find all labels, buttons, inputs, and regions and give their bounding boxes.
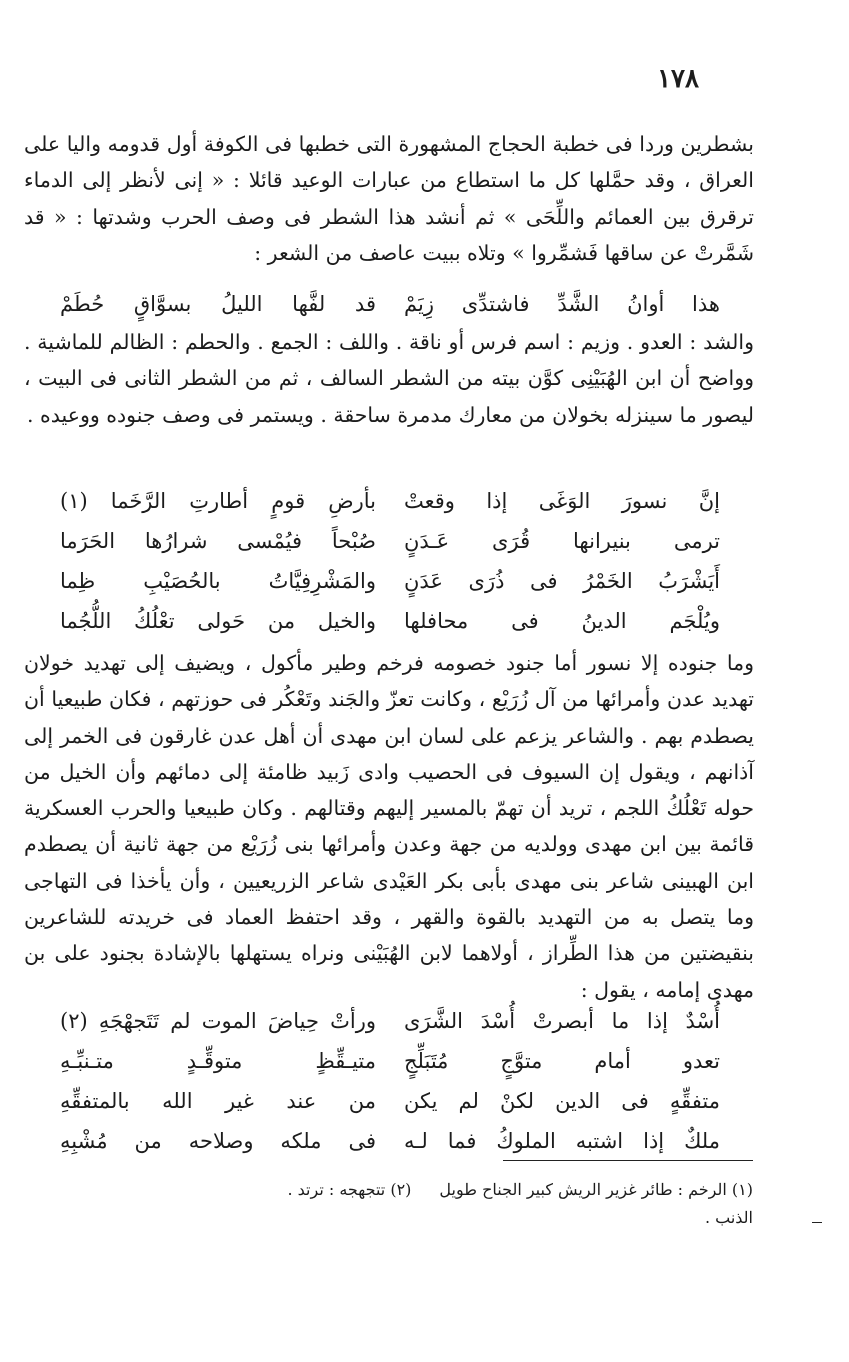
verse-2-first-hemistich: إنَّ نسورَ الوَغَى إذا وقعتْ	[404, 489, 720, 513]
verse-3-first-hemistich: ترمى بنيرانها قُرَى عَـدَنٍ	[404, 529, 720, 553]
verse-8	[60, 1083, 720, 1119]
verse-2-second-hemistich: بأرضِ قومٍ أطارتِ الرَّخَما (١)	[60, 489, 376, 513]
footnote-separator	[503, 1160, 753, 1161]
verse-1-first-hemistich: هذا أوانُ الشَّدِّ فاشتدِّى زِيَمْ	[404, 292, 720, 316]
footnote-1-continuation: الذنب .	[704, 1208, 753, 1227]
verse-8-second-hemistich: من عند غير الله بالمتفقِّهِ	[60, 1089, 376, 1113]
page-number: ١٧٨	[657, 64, 699, 94]
verse-9-first-hemistich: ملكٌ إذا اشتبه الملوكُ فما لـه	[404, 1129, 720, 1153]
verse-1-second-hemistich: قد لفَّها الليلُ بسوَّاقٍ حُطَمْ	[60, 292, 376, 316]
verse-7-first-hemistich: تعدو أمام متوَّجٍ مُتَبَلِّجٍ	[404, 1049, 720, 1073]
footnote-1: (١) الرخم : طائر غزير الريش كبير الجناح طويل	[439, 1180, 753, 1199]
verse-4-first-hemistich: أَيَشْرَبُ الخَمْرُ فى ذُرَى عَدَنٍ	[404, 569, 720, 593]
verse-1	[60, 286, 720, 322]
verse-6-second-hemistich: ورأتْ حِياضَ الموت لم تَتَجهْجَهِ (٢)	[60, 1009, 376, 1033]
verse-5	[60, 603, 720, 639]
verse-5-second-hemistich: والخيل من حَولى تعْلُكُ اللُّجُما	[60, 609, 376, 633]
verse-4	[60, 563, 720, 599]
footnote-line-1	[103, 1176, 753, 1204]
verse-6-first-hemistich: أُسْدٌ إذا ما أبصرتْ أُسْدَ الشَّرَى	[404, 1009, 720, 1033]
verse-7-second-hemistich: متيـقِّظٍ متوقِّـدٍ متـنبِّـهِ	[60, 1049, 376, 1073]
verse-4-second-hemistich: والمَشْرِفِيَّاتُ بالحُصَيْبِ ظِما	[60, 569, 376, 593]
verse-9-second-hemistich: فى ملكه وصلاحه من مُشْبِهِ	[60, 1129, 376, 1153]
verse-2	[60, 483, 720, 519]
verse-6	[60, 1003, 720, 1039]
paragraph-2: والشد : العدو . وزيم : اسم فرس أو ناقة . واللف : الجمع . والحطم : الظالم للماشية . وواضح أن ابن الهُبَيْنِى كوَّن بيته من الشطر السالف ، ثم من الشطر الثانى فى البيت ، ليصور ما سينزله بخولان من معارك مدمرة ساحقة . ويستمر فى وصف جنوده ووعيده .	[24, 330, 754, 427]
verse-3-second-hemistich: صُبْحاً فيُمْسى شرارُها الحَرَما	[60, 529, 376, 553]
footnote-2: (٢) تتجهجه : ترتد .	[287, 1180, 412, 1199]
margin-mark	[812, 1222, 822, 1223]
verse-3	[60, 523, 720, 559]
verse-7	[60, 1043, 720, 1079]
paragraph-3: وما جنوده إلا نسور أما جنود خصومه فرخم وطير مأكول ، ويضيف إلى تهديد خولان تهديد عدن وأمرائها من آل زُرَيْع ، وكانت تعزّ والجَند وتَعْكُر فى حوزتهم ، فكان طبيعيا أن يصطدم بهم . والشاعر يزعم على لسان ابن مهدى أن أهل عدن غارقون فى الخمر إلى آذانهم ، ويقول إن السيوف فى الحصيب وادى زَبيد ظامئة إلى دمائهم وأن الخيل من حوله تَعْلُكُ اللجم ، تريد أن تهمّ بالمسير إليهم وقتالهم . وكان طبيعيا والحرب العسكرية قائمة بين ابن مهدى وولديه من جهة وعدن وأمرائها بنى زُرَيْع من جهة ثانية أن يصطدم ابن الهبينى شاعر بنى مهدى بأبى بكر العَيْدى شاعر الزريعيين ، وأن يأخذا فى التهاجى وما يتصل به من التهديد بالقوة والقهر ، وقد احتفظ العماد فى خريدته للشاعرين بنقيضتين من هذا الطِّراز ، أولاهما لابن الهُبَيْنى ونراه يستهلها بالإشادة بجنود على بن مهدى إمامه ، يقول :	[24, 651, 754, 1002]
footnotes	[103, 1176, 753, 1232]
paragraph-1: بشطرين وردا فى خطبة الحجاج المشهورة التى خطبها فى الكوفة أول قدومه واليا على العراق ، وقد حمَّلها كل ما استطاع من عبارات الوعيد قائلا : « إنى لأنظر إلى الدماء ترقرق بين العمائم واللِّحَى » ثم أنشد هذا الشطر فى وصف الحرب وشدتها : « قد شَمَّرتْ عن ساقها فَشمِّروا » وتلاه ببيت عاصف من الشعر :	[24, 132, 754, 265]
verse-5-first-hemistich: ويُلْجَم الدينُ فى محافلها	[404, 609, 720, 633]
verse-8-first-hemistich: متفقِّهٍ فى الدين لكنْ لم يكن	[404, 1089, 720, 1113]
verse-9	[60, 1123, 720, 1159]
